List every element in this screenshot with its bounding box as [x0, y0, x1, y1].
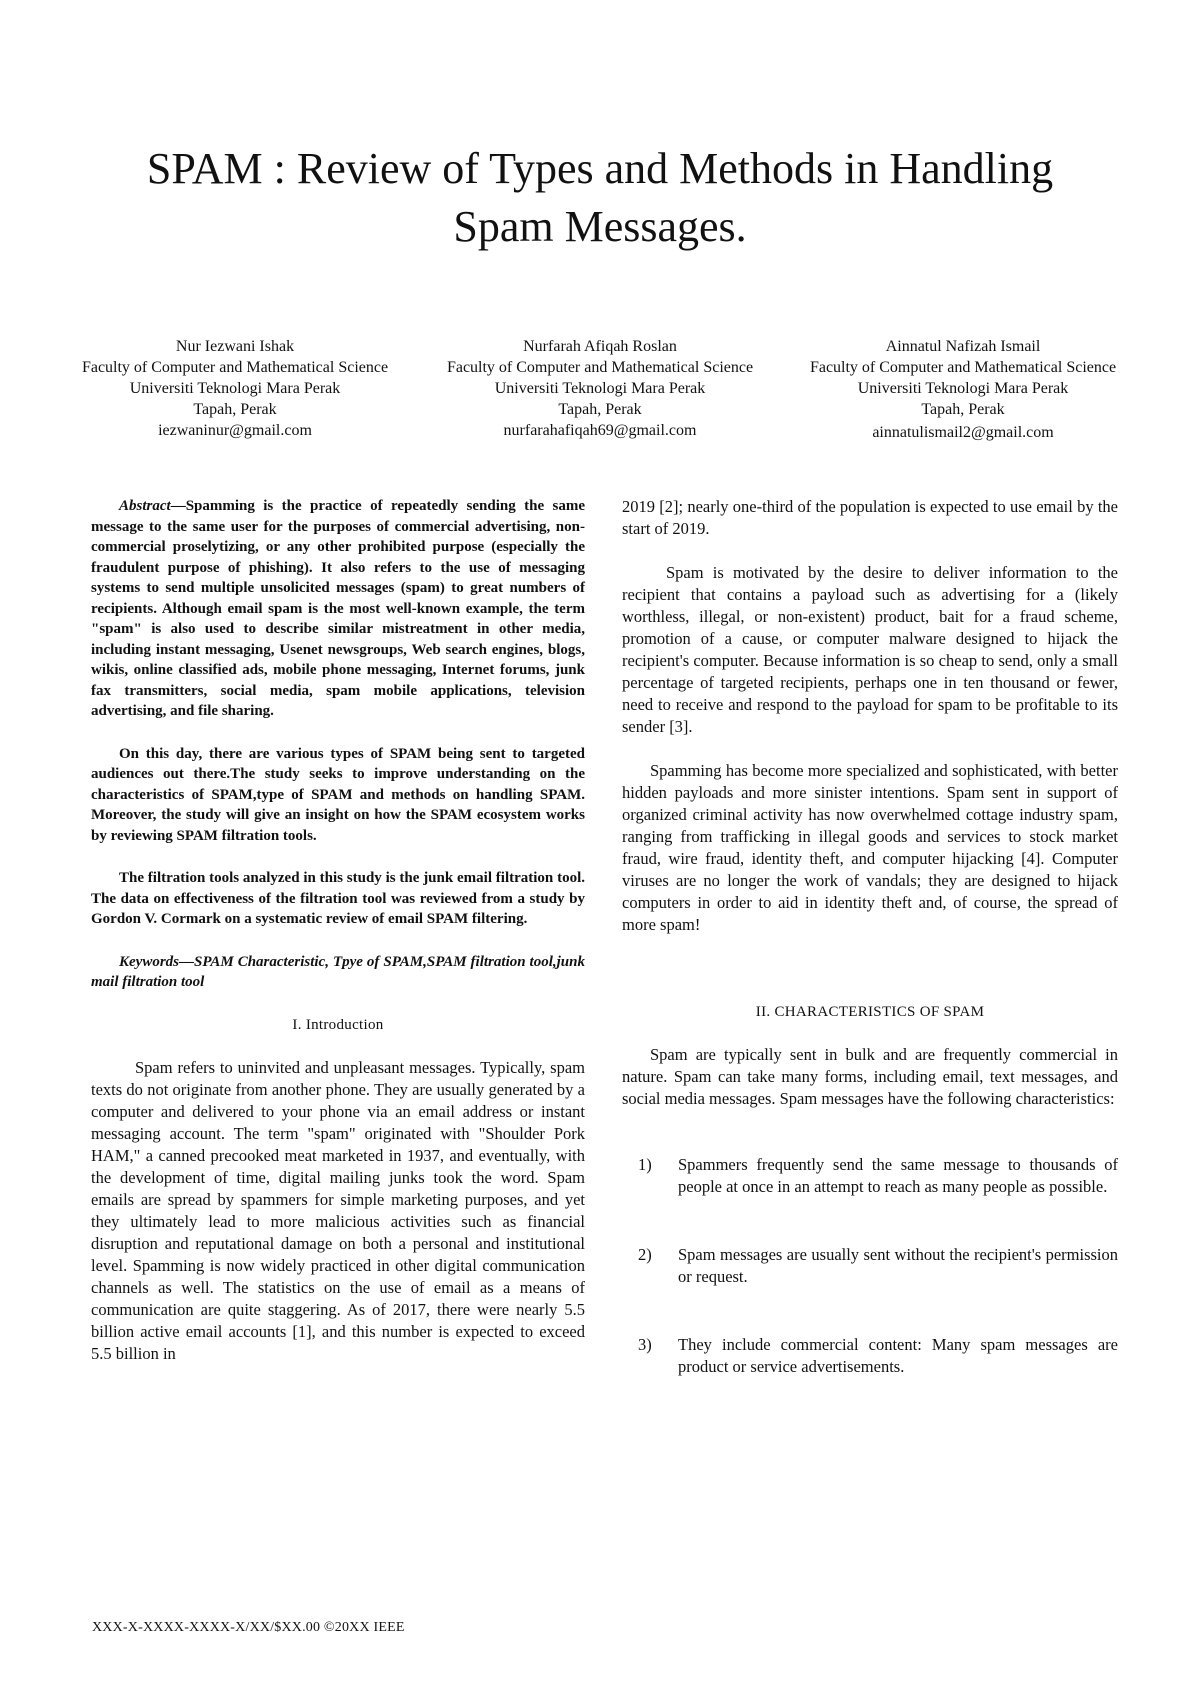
copyright-footer: XXX-X-XXXX-XXXX-X/XX/$XX.00 ©20XX IEEE	[92, 1620, 405, 1635]
keywords: Keywords—SPAM Characteristic, Tpye of SPAM,SPAM filtration tool,junk mail filtration tool	[91, 953, 585, 990]
author-email: iezwaninur@gmail.com	[158, 422, 312, 439]
title-line-1: SPAM : Review of Types and Methods in Handling	[146, 144, 1054, 193]
abstract-paragraph-2: On this day, there are various types of SPAM being sent to targeted audiences out there.The study seeks to improve understanding on the characteristics of SPAM,type of SPAM and methods on handling SPAM. Moreover, the study will give an insight on how the SPAM ecosystem works by reviewing SPAM filtration tools.	[91, 745, 585, 844]
abstract-label: Abstract	[119, 498, 171, 514]
author-email: nurfarahafiqah69@gmail.com	[503, 422, 697, 439]
author-3	[783, 336, 1143, 443]
author-university: Universiti Teknologi Mara Perak	[494, 380, 706, 397]
list-text: They include commercial content: Many spam messages are product or service advertisements.	[678, 1335, 1118, 1376]
author-university: Universiti Teknologi Mara Perak	[857, 380, 1069, 397]
author-location: Tapah, Perak	[558, 401, 642, 418]
characteristics-paragraph: Spam are typically sent in bulk and are frequently commercial in nature. Spam can take many forms, including email, text messages, and social media messages. Spam messages have the following characteristics:	[622, 1045, 1118, 1108]
author-name: Nur Iezwani Ishak	[175, 338, 295, 355]
list-number: 1)	[638, 1155, 652, 1174]
author-2	[420, 336, 780, 441]
intro-paragraph-3: Spamming has become more specialized and sophisticated, with better hidden payloads and more sinister intentions. Spam sent in support of organized criminal activity has now overwhelmed cottage industry spam, ranging from trafficking in illegal goods and services to stock market fraud, wire fraud, identity theft, and computer hijacking [4]. Computer viruses are no longer the work of vandals; they are designed to hijack computers in order to aid in identity theft and, of course, the spread of more spam!	[622, 761, 1118, 934]
author-location: Tapah, Perak	[921, 401, 1005, 418]
title-line-2: Spam Messages.	[453, 202, 747, 251]
list-number: 3)	[638, 1335, 652, 1354]
author-faculty: Faculty of Computer and Mathematical Science	[809, 359, 1117, 376]
section-heading-introduction: I. Introduction	[292, 1016, 384, 1033]
list-text: Spammers frequently send the same message to thousands of people at once in an attempt to reach as many people as possible.	[678, 1155, 1118, 1196]
author-name: Nurfarah Afiqah Roslan	[523, 338, 677, 355]
abstract-paragraph-3: The filtration tools analyzed in this study is the junk email filtration tool. The data on effectiveness of the filtration tool was reviewed from a study by Gordon V. Cormark on a systematic review of email SPAM filtering.	[91, 870, 585, 927]
list-text: Spam messages are usually sent without the recipient's permission or request.	[678, 1245, 1118, 1286]
author-email: ainnatulismail2@gmail.com	[872, 424, 1054, 441]
author-1	[55, 336, 415, 441]
paper-title	[60, 140, 1140, 256]
right-column	[622, 496, 1118, 1378]
author-faculty: Faculty of Computer and Mathematical Science	[446, 359, 754, 376]
author-block	[55, 336, 1145, 446]
intro-paragraph-1: Spam refers to uninvited and unpleasant messages. Typically, spam texts do not originate from another phone. They are usually generated by a computer and delivered to your phone via an email address or instant messaging account. The term "spam" originated with "Shoulder Pork HAM," a canned precooked meat marketed in 1937, and eventually, with the development of time, digital mailing junks took the word. Spam emails are spread by spammers for simple marketing purposes, and yet they ultimately lead to more malicious activities such as financial disruption and reputational damage on both a personal and institutional level. Spamming is now widely practiced in other digital communication channels as well. The statistics on the use of email as a means of communication are quite staggering. As of 2017, there were nearly 5.5 billion active email accounts [1], and this number is expected to exceed 5.5 billion in	[91, 1057, 585, 1363]
author-name: Ainnatul Nafizah Ismail	[885, 338, 1041, 355]
section-heading-characteristics: II. CHARACTERISTICS OF SPAM	[755, 1004, 985, 1020]
list-number: 2)	[638, 1245, 652, 1264]
intro-paragraph-2: Spam is motivated by the desire to deliver information to the recipient that contains a payload such as advertising for a (likely worthless, illegal, or non-existent) product, bait for a fraud scheme, promotion of a cause, or computer malware designed to hijack the recipient's computer. Because information is so cheap to send, only a small percentage of targeted recipients, perhaps one in ten thousand or fewer, need to receive and respond to the payload for spam to be profitable to its sender [3].	[622, 563, 1118, 736]
list-item	[622, 1154, 1118, 1198]
author-faculty: Faculty of Computer and Mathematical Science	[81, 359, 389, 376]
intro-continuation: 2019 [2]; nearly one-third of the population is expected to use email by the start of 2019.	[622, 497, 1118, 538]
author-location: Tapah, Perak	[193, 401, 277, 418]
list-item	[622, 1244, 1118, 1288]
left-column	[91, 496, 585, 1365]
abstract-text: —Spamming is the practice of repeatedly sending the same message to the same user for the purposes of commercial advertising, non-commercial proselytizing, or any other prohibited purpose (especially the fraudulent purpose of phishing). It also refers to the use of messaging systems to send multiple unsolicited messages (spam) to great numbers of recipients. Although email spam is the most well-known example, the term "spam" is also used to describe similar mistreatment in other media, including instant messaging, Usenet newsgroups, Web search engines, blogs, wikis, online classified ads, mobile phone messaging, Internet forums, junk fax transmitters, social media, spam mobile applications, television advertising, and file sharing.	[91, 498, 585, 719]
list-item	[622, 1334, 1118, 1378]
abstract-paragraph	[91, 496, 585, 722]
author-university: Universiti Teknologi Mara Perak	[129, 380, 341, 397]
